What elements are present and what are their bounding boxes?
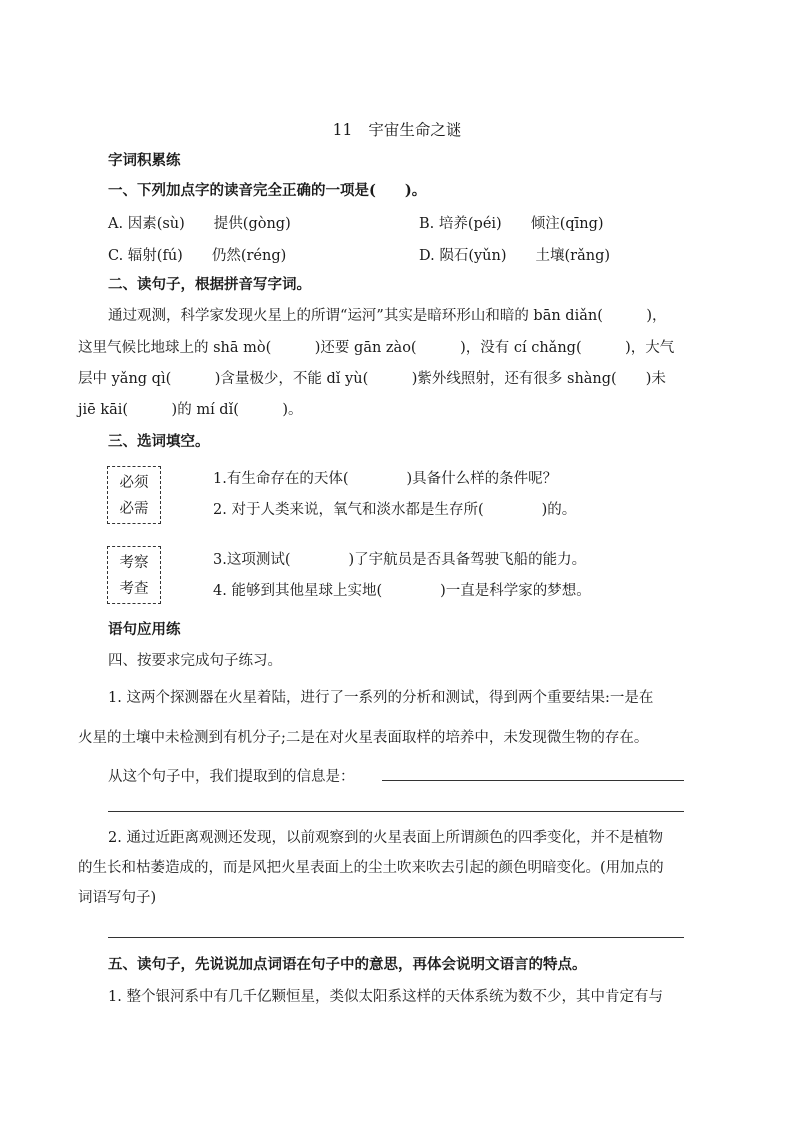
option-b: B. 培养(péi) 倾注(qīng) [419,216,604,232]
question-3-sentence-3: 3.这项测试( )了宇航员是否具备驾驶飞船的能力。 [213,552,587,568]
question-3-sentence-4: 4. 能够到其他星球上实地( )一直是科学家的梦想。 [213,583,591,599]
section-heading-vocabulary: 字词积累练 [108,152,181,169]
question-3-stem: 三、选词填空。 [108,433,210,450]
question-4-1-line-1: 1. 这两个探测器在火星着陆，进行了一系列的分析和测试，得到两个重要结果:一是在 [108,690,654,706]
word-box-1-word-1: 必须 [119,475,149,491]
question-4-2-line-2: 的生长和枯萎造成的，而是风把火星表面上的尘土吹来吹去引起的颜色明暗变化。(用加点的 [78,860,664,876]
question-5-1-line-1: 1. 整个银河系中有几千亿颗恒星，类似太阳系这样的天体系统为数不少，其中肯定有与 [108,989,663,1005]
section-heading-sentences: 语句应用练 [108,621,181,638]
option-d: D. 陨石(yǔn) 土壤(rǎng) [419,248,611,264]
question-4-1-line-2: 火星的土壤中未检测到有机分子;二是在对火星表面取样的培养中，未发现微生物的存在。 [78,730,649,746]
question-3-sentence-1: 1.有生命存在的天体( )具备什么样的条件呢？ [213,471,558,487]
question-2-stem: 二、读句子，根据拼音写字词。 [108,276,311,293]
question-3-sentence-2: 2. 对于人类来说，氧气和淡水都是生存所( )的。 [213,502,577,518]
question-4-1-prompt: 从这个句子中，我们提取到的信息是： [108,769,355,785]
word-box-2-word-1: 考察 [119,555,149,571]
answer-line-2[interactable] [108,811,684,812]
lesson-number: 11 [332,121,353,139]
question-2-line-2: 这里气候比地球上的 shā mò( )还要 gān zào( )，没有 cí chǎng( )，大气 [78,340,675,356]
question-4-2-line-1: 2. 通过近距离观测还发现，以前观察到的火星表面上所谓颜色的四季变化，并不是植物 [108,830,663,846]
question-2-line-1: 通过观测，科学家发现火星上的所谓“运河”其实是暗环形山和暗的 bān diǎn( )， [108,308,667,324]
question-4-2-line-3: 词语写句子) [78,890,157,906]
page-title [0,120,794,140]
word-box-1-word-2: 必需 [119,501,149,517]
option-a: A. 因素(sù) 提供(gòng) [108,216,291,232]
word-box-2 [107,546,161,604]
answer-line-1[interactable] [382,780,684,781]
answer-line-3[interactable] [108,937,684,938]
option-c: C. 辐射(fú) 仍然(réng) [108,248,287,264]
lesson-title: 宇宙生命之谜 [368,121,462,139]
question-2-line-4: jiē kāi( )的 mí dǐ( )。 [78,402,303,418]
question-2-line-3: 层中 yǎng qì( )含量极少，不能 dǐ yù( )紫外线照射，还有很多 shàng( )未 [78,371,666,387]
word-box-2-word-2: 考查 [119,581,149,597]
question-4-stem: 四、按要求完成句子练习。 [108,653,282,669]
question-5-stem: 五、读句子，先说说加点词语在句子中的意思，再体会说明文语言的特点。 [108,956,587,973]
question-1-stem: 一、下列加点字的读音完全正确的一项是( )。 [108,182,427,199]
word-box-1 [107,466,161,524]
